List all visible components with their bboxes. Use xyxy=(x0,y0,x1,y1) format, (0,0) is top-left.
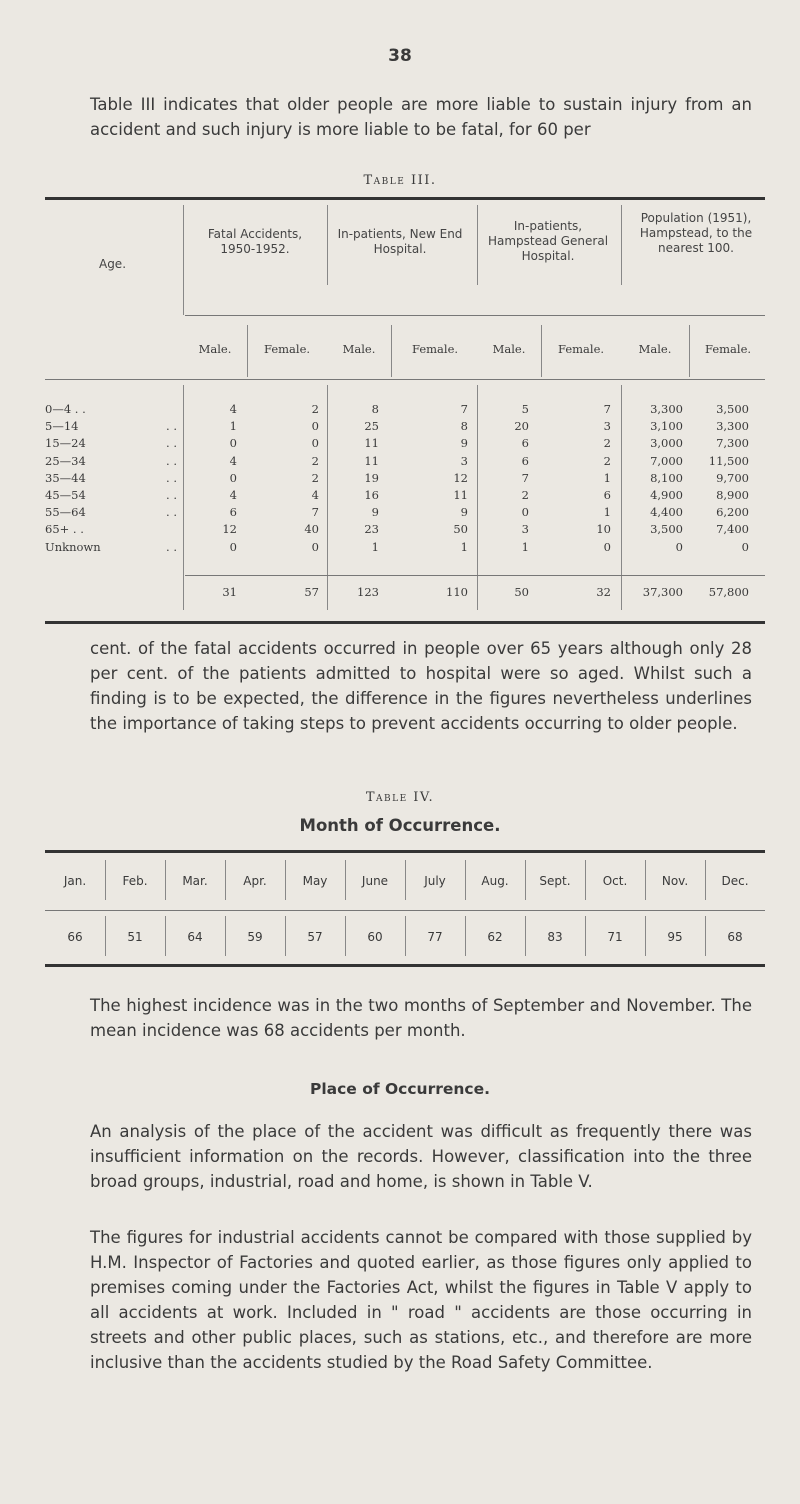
table-cell: 50 xyxy=(453,522,468,537)
month-value: 51 xyxy=(127,930,143,944)
month-value: 83 xyxy=(547,930,563,944)
table-cell: 11,500 xyxy=(708,453,749,468)
table-cell: 2 xyxy=(603,436,611,451)
table-cell: 3,300 xyxy=(650,402,683,416)
month-header: Feb. xyxy=(122,874,148,888)
sub-male-4: Male. xyxy=(638,342,672,356)
table-cell: 3 xyxy=(521,522,529,537)
group-header-population: Population (1951), Hampstead, to the nearest 100. xyxy=(639,211,753,255)
intro-paragraph: Table III indicates that older people are more liable to sustain injury from an accident and such injury is more liable to be fatal, for 60 per xyxy=(90,95,752,139)
total-cell: 32 xyxy=(596,585,611,599)
table-cell: 40 xyxy=(304,522,319,537)
table-cell: 7,000 xyxy=(650,453,683,468)
table-cell: 3,300 xyxy=(716,419,749,434)
paragraph-place-analysis: An analysis of the place of the accident was difficult as frequently there was insufficient information on the records. However, classification into the three broad groups, industrial, road and home, is shown in Table V. xyxy=(90,1122,752,1191)
table-row xyxy=(45,454,765,470)
total-cell: 31 xyxy=(222,585,237,599)
table-cell: 4,400 xyxy=(650,505,683,520)
month-value: 66 xyxy=(67,930,83,944)
month-value: 68 xyxy=(727,930,743,944)
sub-male-2: Male. xyxy=(342,342,376,356)
table-cell: 6 xyxy=(521,436,529,451)
table-cell: 8 xyxy=(371,402,379,416)
table-cell: 4,900 xyxy=(650,488,683,502)
table-cell: 2 xyxy=(603,453,611,468)
table-cell: 2 xyxy=(311,470,319,485)
page-number: 38 xyxy=(388,46,412,66)
table3-caption: Table III. xyxy=(363,173,437,188)
sub-female-4: Female. xyxy=(704,342,752,356)
month-header: Mar. xyxy=(182,874,208,888)
leader-dots: . . xyxy=(166,470,177,485)
table-row xyxy=(45,402,765,418)
leader-dots: . . xyxy=(166,539,177,554)
table-cell: 2 xyxy=(311,453,319,468)
age-cell: 65+ . . xyxy=(45,522,84,537)
place-of-occurrence-heading: Place of Occurrence. xyxy=(309,1080,491,1098)
table-cell: 3,100 xyxy=(650,419,683,434)
paragraph-incidence: The highest incidence was in the two months of September and November. The mean incidence was 68 accidents per month. xyxy=(90,996,752,1040)
table-cell: 3 xyxy=(460,453,468,468)
table-row xyxy=(45,522,765,538)
age-cell: 5—14 xyxy=(45,419,79,434)
table-cell: 8,100 xyxy=(650,470,683,485)
month-value: 71 xyxy=(607,930,623,944)
table-cell: 0 xyxy=(603,539,611,554)
sub-male-3: Male. xyxy=(492,342,526,356)
month-header: Aug. xyxy=(481,874,509,888)
month-header: Sept. xyxy=(539,874,571,888)
age-cell: 55—64 xyxy=(45,505,86,520)
table-cell: 11 xyxy=(364,453,379,468)
table-cell: 6 xyxy=(603,488,611,502)
leader-dots: . . xyxy=(166,419,177,434)
table-cell: 10 xyxy=(596,522,611,537)
group-header-hampstead-general: In-patients, Hampstead General Hospital. xyxy=(487,219,609,263)
table-row xyxy=(45,471,765,487)
month-value: 60 xyxy=(367,930,383,944)
table-cell: 2 xyxy=(311,402,319,416)
table-cell: 0 xyxy=(675,539,683,554)
table-cell: 0 xyxy=(311,419,319,434)
month-value: 64 xyxy=(187,930,203,944)
month-value: 59 xyxy=(247,930,263,944)
table-cell: 1 xyxy=(521,539,529,554)
table-cell: 7 xyxy=(603,402,611,416)
leader-dots: . . xyxy=(166,453,177,468)
table-row xyxy=(45,540,765,556)
total-cell: 37,300 xyxy=(642,585,683,599)
table-cell: 1 xyxy=(229,419,237,434)
table-cell: 4 xyxy=(229,402,237,416)
table-cell: 12 xyxy=(222,522,237,537)
month-value: 95 xyxy=(667,930,683,944)
table-cell: 0 xyxy=(521,505,529,520)
total-cell: 110 xyxy=(446,585,468,599)
month-header: Nov. xyxy=(661,874,689,888)
table-cell: 5 xyxy=(521,402,529,416)
month-value: 57 xyxy=(307,930,323,944)
table-cell: 1 xyxy=(371,539,379,554)
group-header-fatal: Fatal Accidents, 1950-1952. xyxy=(207,227,303,256)
table-cell: 20 xyxy=(514,419,529,434)
table-row xyxy=(45,436,765,452)
total-cell: 57,800 xyxy=(708,585,749,599)
table-cell: 23 xyxy=(364,522,379,537)
total-cell: 57 xyxy=(304,585,319,599)
paragraph-industrial: The figures for industrial accidents cannot be compared with those supplied by H.M. Inspector of Factories and quoted earlier, as those figures only applied to premises coming under the Factories Act, whilst the figures in Table V apply to all accidents at work. Included in " road " accidents are those occurring in streets and other public places, such as stations, etc., and therefore are more inclusive than the accidents studied by the Road Safety Committee. xyxy=(90,1228,752,1372)
month-header: June xyxy=(361,874,389,888)
month-header: July xyxy=(424,874,446,888)
table-row xyxy=(45,488,765,504)
table-cell: 4 xyxy=(229,488,237,502)
total-cell: 50 xyxy=(514,585,529,599)
table-row xyxy=(45,505,765,521)
table-cell: 0 xyxy=(229,539,237,554)
table-cell: 0 xyxy=(311,539,319,554)
month-header: Oct. xyxy=(602,874,628,888)
age-cell: 45—54 xyxy=(45,488,86,502)
table-cell: 3 xyxy=(603,419,611,434)
table-cell: 6,200 xyxy=(716,505,749,520)
table-cell: 11 xyxy=(453,488,468,502)
age-cell: 25—34 xyxy=(45,453,86,468)
table-cell: 11 xyxy=(364,436,379,451)
age-cell: 15—24 xyxy=(45,436,86,451)
age-cell: 0—4 . . xyxy=(45,402,86,416)
table-cell: 0 xyxy=(229,470,237,485)
age-header: Age. xyxy=(98,257,127,271)
totals-row xyxy=(45,585,765,601)
total-cell: 123 xyxy=(357,585,379,599)
table-cell: 7,400 xyxy=(716,522,749,537)
table-cell: 6 xyxy=(229,505,237,520)
table-cell: 0 xyxy=(229,436,237,451)
month-header: Dec. xyxy=(721,874,749,888)
table-cell: 2 xyxy=(521,488,529,502)
table-cell: 16 xyxy=(364,488,379,502)
table-row xyxy=(45,419,765,435)
leader-dots: . . xyxy=(166,505,177,520)
table-cell: 8,900 xyxy=(716,488,749,502)
group-header-new-end: In-patients, New End Hospital. xyxy=(337,227,463,256)
month-header: Apr. xyxy=(243,874,267,888)
table-cell: 1 xyxy=(603,505,611,520)
table-cell: 6 xyxy=(521,453,529,468)
leader-dots: . . xyxy=(166,488,177,502)
table-cell: 1 xyxy=(603,470,611,485)
table-cell: 7 xyxy=(521,470,529,485)
table-cell: 7 xyxy=(311,505,319,520)
table-cell: 0 xyxy=(741,539,749,554)
table4-title: Month of Occurrence. xyxy=(299,816,501,835)
table-cell: 25 xyxy=(364,419,379,434)
table-cell: 8 xyxy=(460,419,468,434)
month-header: May xyxy=(302,874,328,888)
month-header: Jan. xyxy=(63,874,87,888)
table-cell: 7,300 xyxy=(716,436,749,451)
table-cell: 12 xyxy=(453,470,468,485)
sub-male-1: Male. xyxy=(198,342,232,356)
table-cell: 0 xyxy=(311,436,319,451)
month-value: 77 xyxy=(427,930,443,944)
table-cell: 3,500 xyxy=(716,402,749,416)
age-cell: 35—44 xyxy=(45,470,86,485)
table-cell: 9 xyxy=(371,505,379,520)
table4-caption: Table IV. xyxy=(365,790,435,805)
sub-female-3: Female. xyxy=(557,342,605,356)
leader-dots: . . xyxy=(166,436,177,451)
table-cell: 4 xyxy=(229,453,237,468)
table-cell: 3,000 xyxy=(650,436,683,451)
month-value: 62 xyxy=(487,930,503,944)
table-cell: 9,700 xyxy=(716,470,749,485)
table-cell: 4 xyxy=(311,488,319,502)
table-cell: 3,500 xyxy=(650,522,683,537)
age-cell: Unknown xyxy=(45,539,101,554)
table-cell: 1 xyxy=(460,539,468,554)
table-cell: 9 xyxy=(460,505,468,520)
paragraph-after-table3: cent. of the fatal accidents occurred in people over 65 years although only 28 per cent. of the patients admitted to hospital were so aged. Whilst such a finding is to be expected, the difference in the figures nevertheless underlines the importance of taking steps to prevent accidents occurring to older people. xyxy=(90,639,752,733)
table-cell: 9 xyxy=(460,436,468,451)
table-cell: 19 xyxy=(364,470,379,485)
sub-female-2: Female. xyxy=(411,342,459,356)
sub-female-1: Female. xyxy=(263,342,311,356)
table-cell: 7 xyxy=(460,402,468,416)
